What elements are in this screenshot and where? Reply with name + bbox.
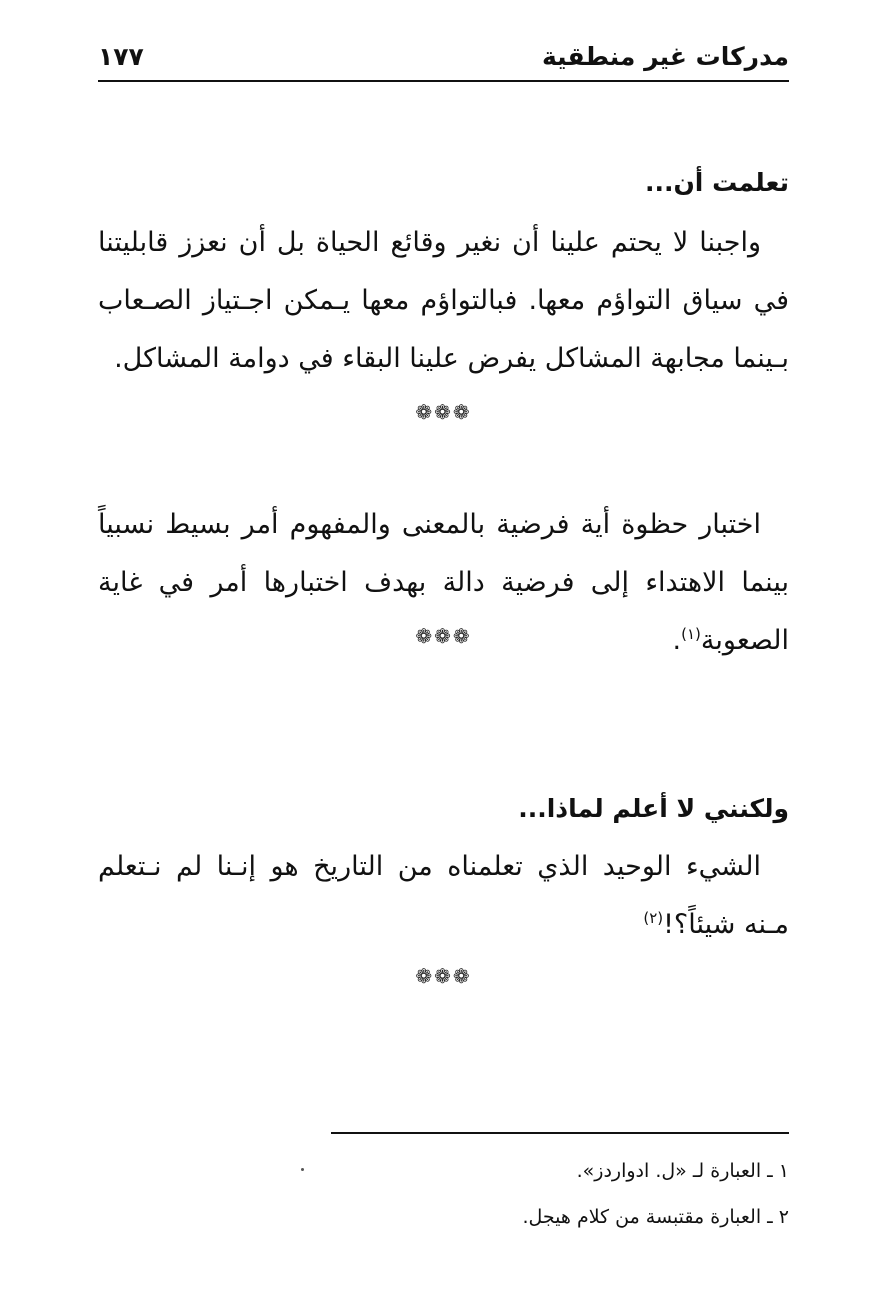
footnote-1: ١ ـ العبارة لـ «ل. ادواردز». bbox=[576, 1160, 789, 1182]
footnote-2: ٢ ـ العبارة مقتبسة من كلام هيجل. bbox=[522, 1206, 789, 1228]
paragraph-1-text: واجبنا لا يحتم علينا أن نغير وقائع الحياة بل أن نعزز قابليتنا في سياق التواؤم معها. فبالتواؤم معها يـمكن اجـتياز الصـعاب بـينما مجابهة المشاكل يفرض علينا البقاء في دوامة المشاكل. bbox=[98, 227, 789, 374]
running-title: مدركات غير منطقية bbox=[542, 42, 789, 71]
section-heading-1: تعلمت أن... bbox=[644, 168, 789, 197]
section-separator-1: ❁❁❁ bbox=[415, 400, 472, 424]
paragraph-3-text: الشيء الوحيد الذي تعلمناه من التاريخ هو إنـنا لم نـتعلم مـنه شيئاً؟! bbox=[98, 851, 789, 940]
paragraph-3 bbox=[98, 838, 789, 954]
footnote-marker-1: (١) bbox=[681, 625, 701, 643]
page-number: ١٧٧ bbox=[98, 42, 144, 71]
running-head bbox=[98, 40, 789, 82]
paragraph-1 bbox=[98, 214, 789, 388]
print-speck bbox=[301, 1168, 304, 1171]
section-separator-3: ❁❁❁ bbox=[415, 964, 472, 988]
paragraph-2-text: اختبار حظوة أية فرضية بالمعنى والمفهوم أمر بسيط نسبياً بينما الاهتداء إلى فرضية دالة بهدف اختبارها أمر في غاية الصعوبة bbox=[98, 509, 789, 656]
section-heading-2: ولكنني لا أعلم لماذا... bbox=[518, 794, 789, 823]
footnote-divider bbox=[331, 1132, 789, 1134]
paragraph-2-end: . bbox=[672, 625, 682, 656]
section-separator-2: ❁❁❁ bbox=[415, 624, 472, 648]
footnote-marker-2: (٢) bbox=[643, 909, 664, 927]
